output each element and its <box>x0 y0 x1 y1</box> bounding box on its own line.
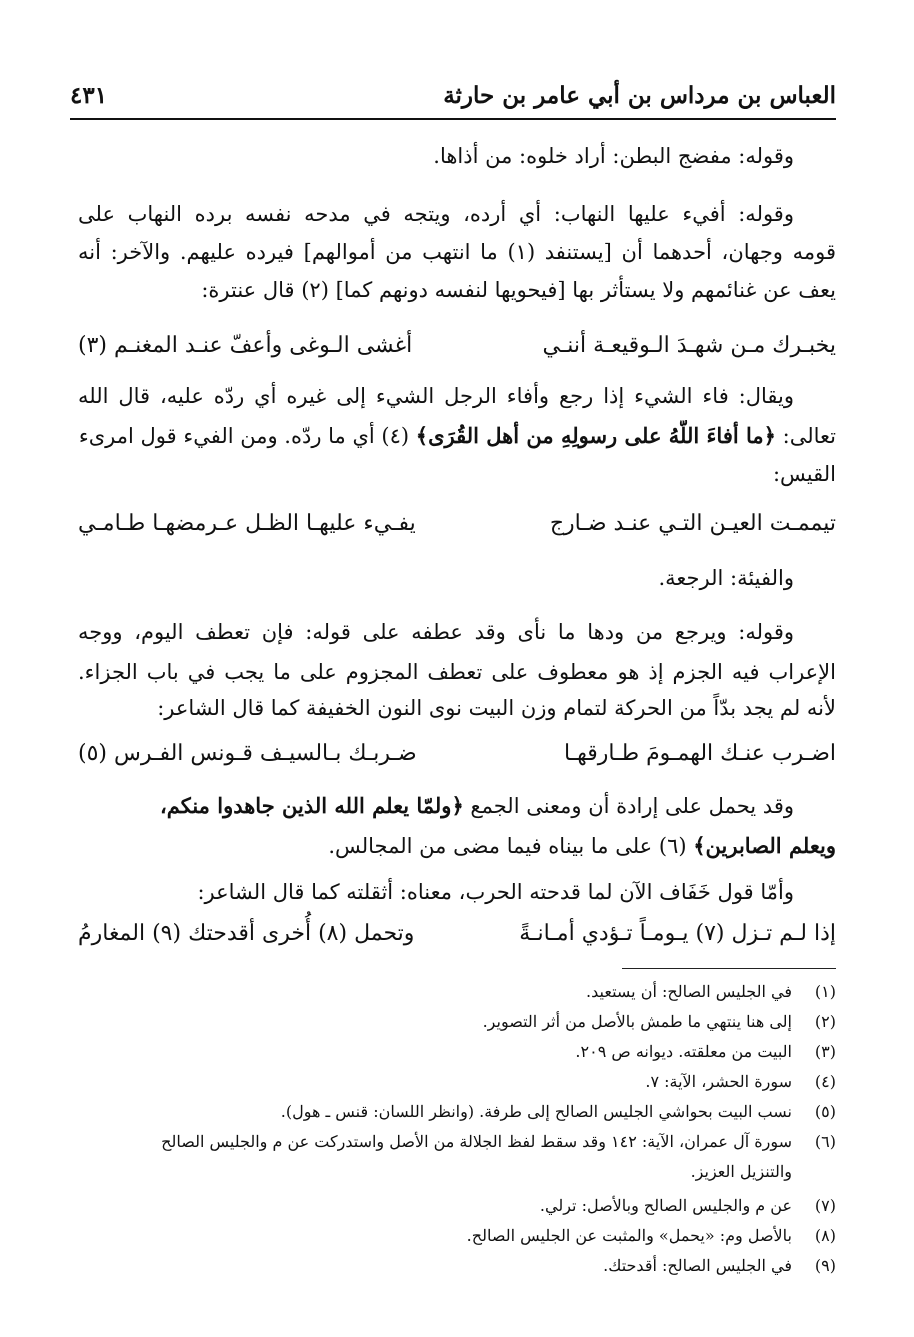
paragraph-line: لأنه لم يجد بدّاً من الحركة لتمام وزن البيت نوى النون الخفيفة كما قال الشاعر: <box>157 696 836 720</box>
text-run: (٦) على ما بيناه فيما مضى من المجالس. <box>328 834 694 858</box>
verse-second-hemistich: يفـيء عليهـا الظـل عـرمضهـا طـامـي <box>78 511 416 536</box>
verse-second-hemistich: أغشى الـوغى وأعفّ عنـد المغنـم (٣) <box>78 333 413 358</box>
paragraph-line: الإعراب فيه الجزم إذ هو معطوف على تعطف المجزوم على ما يجب في باب الجزاء. <box>78 660 836 684</box>
paragraph-line: وقوله: أفيء عليها النهاب: أي أرده، ويتجه في مدحه نفسه برده النهاب على <box>78 202 794 226</box>
footnote-text: بالأصل وم: «يحمل» والمثبت عن الجليس الصالح. <box>466 1226 792 1245</box>
footnote <box>78 1008 836 1036</box>
footnote-text: عن م والجليس الصالح وبالأصل: ترلي. <box>539 1196 792 1215</box>
paragraph-line: قومه وجهان، أحدهما أن [يستنفد (١) ما انتهب من أموالهم] فيرده عليهم. والآخر: أنه <box>78 240 836 264</box>
text-run: وقد يحمل على إرادة أن ومعنى الجمع <box>463 794 794 818</box>
quran-quote: ويعلم الصابرين﴾ <box>693 833 836 858</box>
footnote-text: سورة آل عمران، الآية: ١٤٢ وقد سقط لفظ الجلالة من الأصل واستدركت عن م والجليس الصالح <box>161 1132 792 1151</box>
footnote <box>78 1252 836 1280</box>
footnote-number: (٦) <box>814 1132 836 1151</box>
footnote-continuation <box>78 1158 792 1186</box>
paragraph-line: وقوله: مفضج البطن: أراد خلوه: من أذاها. <box>433 144 794 168</box>
paragraph-line: وقوله: ويرجع من ودها ما نأى وقد عطفه على قوله: فإن تعطف اليوم، ووجه <box>78 620 794 644</box>
verse <box>78 328 836 364</box>
paragraph-line <box>78 830 836 862</box>
footnote-number: (٥) <box>814 1102 836 1121</box>
footnote-number: (٨) <box>814 1226 836 1245</box>
footnote-number: (٧) <box>814 1196 836 1215</box>
footnote <box>78 1068 836 1096</box>
paragraph-line: وأمّا قول خَفَاف الآن لما قدحته الحرب، معناه: أثقلته كما قال الشاعر: <box>197 880 794 904</box>
verse-second-hemistich: ضـربـك بـالسيـف قـونس الفـرس (٥) <box>78 741 417 766</box>
verse-first-hemistich: إذا لـم تـزل (٧) يـومـاً تـؤدي أمـانـةً <box>519 921 836 946</box>
footnote-separator <box>622 968 836 969</box>
verse <box>78 506 836 542</box>
footnote <box>78 1222 836 1250</box>
footnote-text: إلى هنا ينتهي ما طمش بالأصل من أثر التصوير. <box>482 1012 792 1031</box>
quran-quote: ﴿ولمّا يعلم الله الذين جاهدوا منكم، <box>159 793 464 818</box>
footnote-number: (١) <box>814 982 836 1001</box>
verse-first-hemistich: تيممـت العيـن التـي عنـد ضـارج <box>549 511 836 536</box>
footnote <box>78 1128 836 1156</box>
verse-second-hemistich: وتحمل (٨) أُخرى أقدحتك (٩) المغارمُ <box>78 921 415 946</box>
footnote-text: في الجليس الصالح: أن يستعيد. <box>586 982 792 1001</box>
footnote <box>78 978 836 1006</box>
text-run: تعالى: <box>775 424 836 448</box>
footnote-text: البيت من معلقته. ديوانه ص ٢٠٩. <box>575 1042 792 1061</box>
footnote-number: (٣) <box>814 1042 836 1061</box>
footnote-number: (٢) <box>814 1012 836 1031</box>
footnote <box>78 1098 836 1126</box>
footnote <box>78 1038 836 1066</box>
footnote-text: والتنزيل العزيز. <box>690 1162 792 1181</box>
paragraph-line: والفيئة: الرجعة. <box>658 566 794 590</box>
verse <box>78 736 836 772</box>
verse-first-hemistich: يخبـرك مـن شهـدَ الـوقيعـة أننـي <box>542 333 836 358</box>
footnote-number: (٤) <box>814 1072 836 1091</box>
footnote <box>78 1192 836 1220</box>
footnote-number: (٩) <box>814 1256 836 1275</box>
footnote-text: في الجليس الصالح: أقدحتك. <box>603 1256 792 1275</box>
paragraph-line: ويقال: فاء الشيء إذا رجع وأفاء الرجل الشيء إلى غيره أي ردّه عليه، قال الله <box>78 384 794 408</box>
verse <box>78 916 836 952</box>
running-title: العباس بن مرداس بن أبي عامر بن حارثة <box>443 82 836 109</box>
footnote-text: سورة الحشر، الآية: ٧. <box>645 1072 792 1091</box>
paragraph-line <box>78 790 794 822</box>
paragraph-line <box>78 420 836 452</box>
quran-quote: ﴿ما أفاءَ اللَّهُ على رسولِهِ من أهل القُرَى﴾ <box>415 423 776 448</box>
footnote-text: نسب البيت بحواشي الجليس الصالح إلى طرفة. (وانظر اللسان: قنس ـ هول). <box>280 1102 792 1121</box>
verse-first-hemistich: اضـرب عنـك الهمـومَ طـارقهـا <box>563 741 836 766</box>
page-header <box>70 74 836 120</box>
paragraph-line: يعف عن غنائمهم ولا يستأثر بها [فيحويها لنفسه دونهم كما] (٢) قال عنترة: <box>201 278 836 302</box>
page-number: ٤٣١ <box>70 82 108 109</box>
text-run: (٤) أي ما ردّه. ومن الفيء قول امرىء <box>78 424 416 448</box>
paragraph-line: القيس: <box>772 462 836 486</box>
